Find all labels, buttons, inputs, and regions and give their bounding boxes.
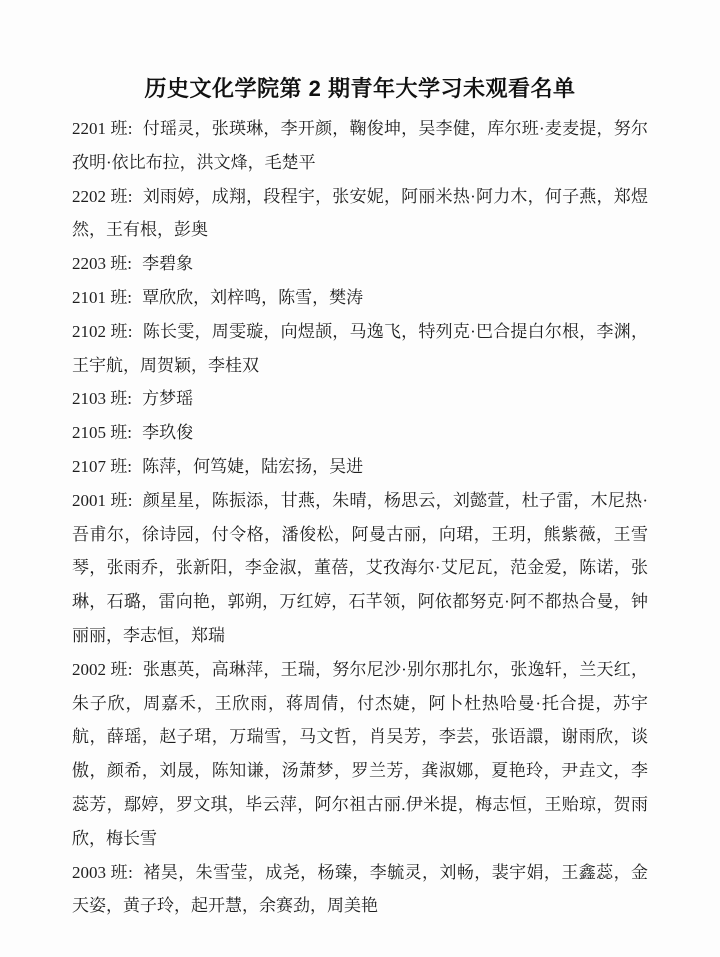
class-label: 2201 班: — [72, 119, 133, 138]
class-names: 颜星星，陈振添，甘燕，朱晴，杨思云，刘懿萱，杜子雷，木尼热·吾甫尔，徐诗园，付令格，潘俊松，阿曼古丽，向珺，王玥，熊紫薇，王雪琴，张雨乔，张新阳，李金淑，董蓓，艾孜海尔·艾尼瓦，范金爱，陈诺，张琳，石璐，雷向艳，郭朔，万红婷，石芊领，阿依都努克·阿不都热合曼，钟丽丽，李志恒，郑瑞 — [72, 490, 648, 645]
class-entry-2203 — [72, 247, 648, 281]
class-names: 李碧象 — [142, 254, 194, 274]
class-names: 方梦瑶 — [142, 389, 194, 409]
class-entry-2103 — [72, 382, 648, 416]
class-label: 2003 班: — [72, 862, 133, 882]
class-names: 褚昊，朱雪莹，成尧，杨臻，李毓灵，刘畅，裴宇娟，王鑫蕊，金天姿，黄子玲，起开慧，余赛劲，周美艳 — [72, 862, 648, 916]
class-entry-2201 — [72, 112, 648, 180]
class-label: 2102 班: — [72, 321, 133, 341]
class-names: 张惠英，高琳萍，王瑞，努尔尼沙·别尔那扎尔，张逸轩，兰天红，朱子欣，周嘉禾，王欣雨，蒋周倩，付杰婕，阿卜杜热哈曼·托合提，苏宇航，薛瑶，赵子珺，万瑞雪，马文哲，肖吴芳，李芸，张语譞，谢雨欣，谈傲，颜希，刘晟，陈知谦，汤萧梦，罗兰芳，龚淑娜，夏艳玲，尹垚文，李蕊芳，鄢婷，罗文琪，毕云萍，阿尔祖古丽.伊米提，梅志恒，王贻琼，贺雨欣，梅长雪 — [72, 659, 648, 848]
class-entry-2202 — [72, 180, 648, 248]
class-label: 2107 班: — [72, 456, 132, 476]
class-entry-2107 — [72, 450, 648, 484]
class-label: 2001 班: — [72, 490, 133, 510]
class-names: 陈萍，何笃婕，陆宏扬，吴进 — [142, 456, 364, 476]
class-label: 2101 班: — [72, 287, 132, 307]
document-title: 历史文化学院第 2 期青年大学习未观看名单 — [144, 76, 576, 101]
class-names: 付瑶灵，张瑛琳，李开颜，鞠俊坤，吴李健，库尔班·麦麦提，努尔孜明·依比布拉，洪文烽，毛楚平 — [72, 119, 648, 172]
class-label: 2002 班: — [72, 659, 133, 679]
class-entry-2003 — [72, 856, 648, 924]
class-names: 覃欣欣，刘梓鸣，陈雪，樊涛 — [142, 287, 364, 307]
class-label: 2203 班: — [72, 254, 132, 274]
class-entry-2101 — [72, 281, 648, 315]
class-names: 李玖俊 — [142, 423, 194, 443]
class-names: 刘雨婷，成翔，段程宇，张安妮，阿丽米热·阿力木，何子燕，郑煜然，王有根，彭奥 — [72, 186, 648, 240]
class-label: 2105 班: — [72, 423, 132, 443]
class-names: 陈长雯，周雯璇，向煜颉，马逸飞，特列克·巴合提白尔根，李渊，王宇航，周贺颖，李桂双 — [72, 321, 648, 375]
class-entry-2102 — [72, 315, 648, 383]
class-label: 2103 班: — [72, 389, 132, 409]
class-entry-2002 — [72, 653, 648, 856]
class-label: 2202 班: — [72, 186, 133, 206]
class-entry-2001 — [72, 484, 648, 653]
class-entry-2105 — [72, 416, 648, 450]
